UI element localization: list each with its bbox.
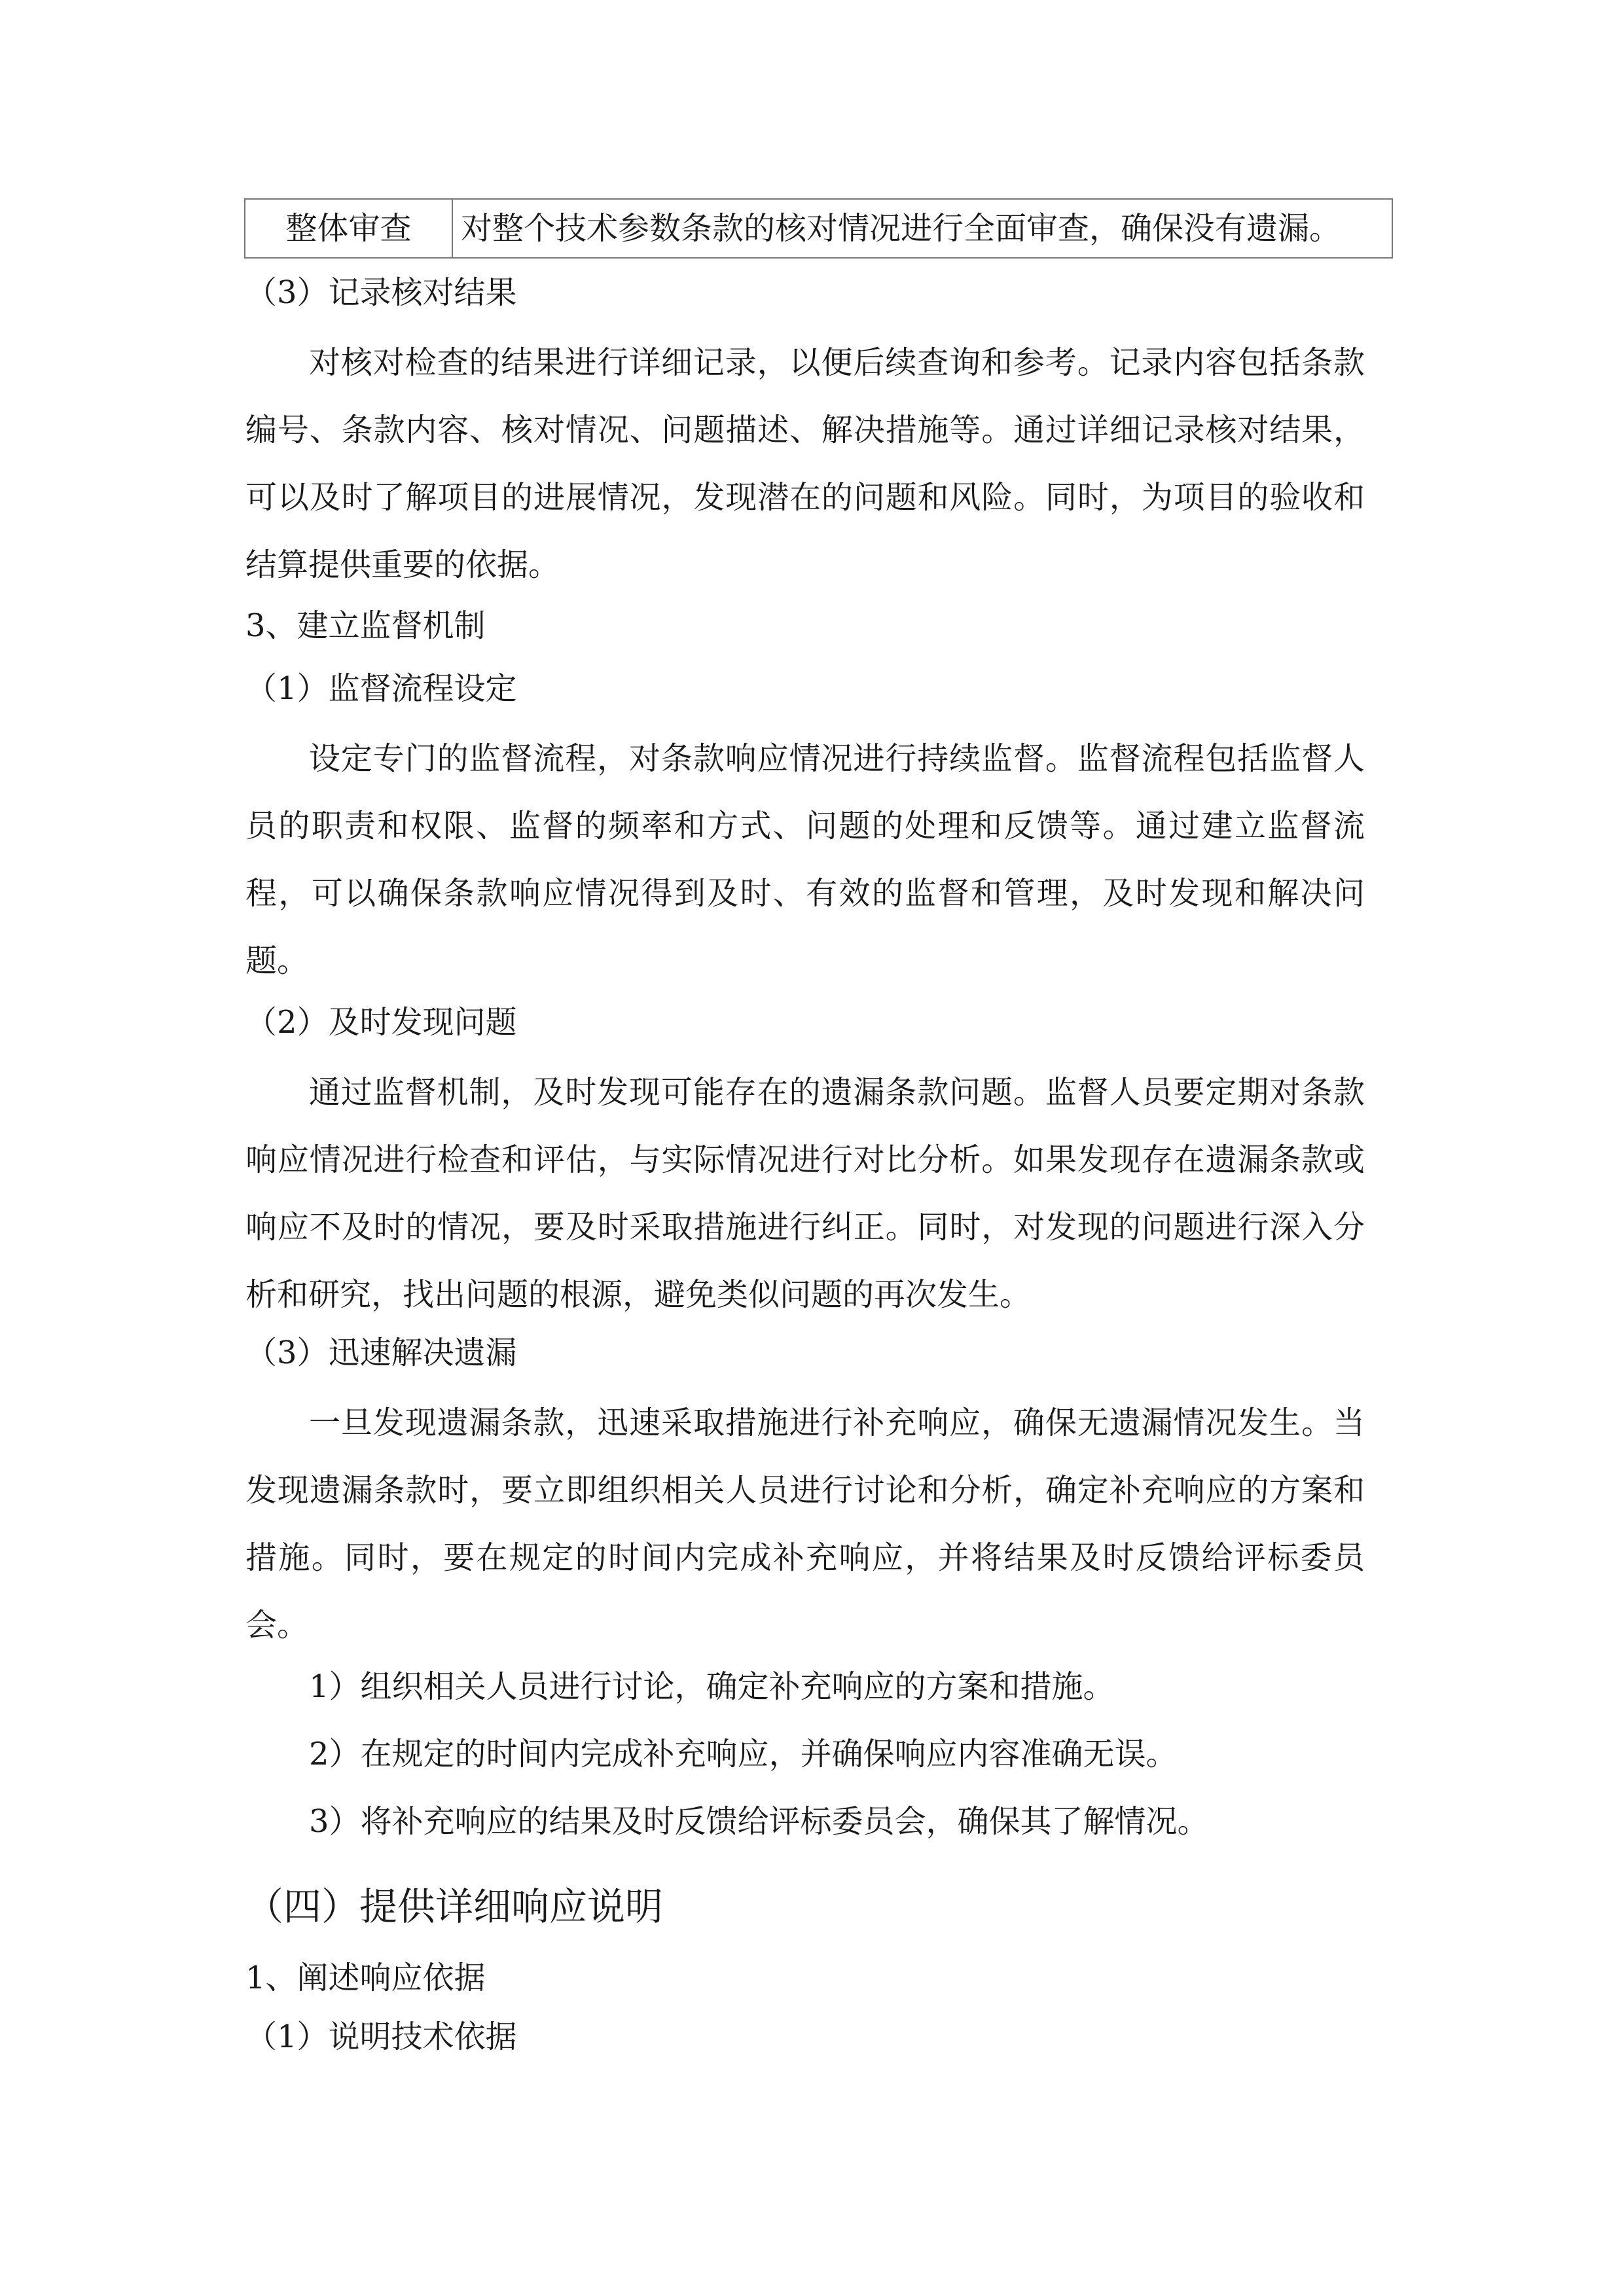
table-row bbox=[245, 199, 1392, 258]
paragraph-supervision-flow: 设定专门的监督流程，对条款响应情况进行持续监督。监督流程包括监督人员的职责和权限、监督的频率和方式、问题的处理和反馈等。通过建立监督流程，可以确保条款响应情况得到及时、有效的监督和管理，及时发现和解决问题。 bbox=[245, 740, 1365, 979]
table-cell-label: 整体审查 bbox=[245, 199, 452, 258]
paragraph-resolve-omissions: 一旦发现遗漏条款，迅速采取措施进行补充响应，确保无遗漏情况发生。当发现遗漏条款时，要立即组织相关人员进行讨论和分析，确定补充响应的方案和措施。同时，要在规定的时间内完成补充响应，并将结果及时反馈给评标委员会。 bbox=[245, 1405, 1365, 1643]
list-item: 2）在规定的时间内完成补充响应，并确保响应内容准确无误。 bbox=[309, 1736, 1178, 1772]
heading-supervision-flow: （1）监督流程设定 bbox=[245, 670, 517, 707]
heading-record-results: （3）记录核对结果 bbox=[245, 274, 517, 311]
list-item: 3）将补充响应的结果及时反馈给评标委员会，确保其了解情况。 bbox=[309, 1803, 1209, 1840]
paragraph-discover-problems: 通过监督机制，及时发现可能存在的遗漏条款问题。监督人员要定期对条款响应情况进行检查和评估，与实际情况进行对比分析。如果发现存在遗漏条款或响应不及时的情况，要及时采取措施进行纠正。同时，对发现的问题进行深入分析和研究，找出问题的根源，避免类似问题的再次发生。 bbox=[245, 1074, 1365, 1313]
list-item: 1）组织相关人员进行讨论，确定补充响应的方案和措施。 bbox=[309, 1668, 1115, 1705]
review-table bbox=[244, 198, 1393, 259]
section-title-response-explanation: （四）提供详细响应说明 bbox=[245, 1884, 664, 1929]
table-cell-description: 对整个技术参数条款的核对情况进行全面审查，确保没有遗漏。 bbox=[452, 199, 1392, 258]
paragraph-record-results: 对核对检查的结果进行详细记录，以便后续查询和参考。记录内容包括条款编号、条款内容、核对情况、问题描述、解决措施等。通过详细记录核对结果，可以及时了解项目的进展情况，发现潜在的问题和风险。同时，为项目的验收和结算提供重要的依据。 bbox=[245, 344, 1365, 583]
heading-discover-problems: （2）及时发现问题 bbox=[245, 1004, 517, 1041]
heading-resolve-omissions: （3）迅速解决遗漏 bbox=[245, 1335, 517, 1371]
heading-response-basis: 1、阐述响应依据 bbox=[245, 1960, 486, 1996]
heading-technical-basis: （1）说明技术依据 bbox=[245, 2018, 517, 2055]
heading-supervision-mechanism: 3、建立监督机制 bbox=[245, 607, 486, 644]
